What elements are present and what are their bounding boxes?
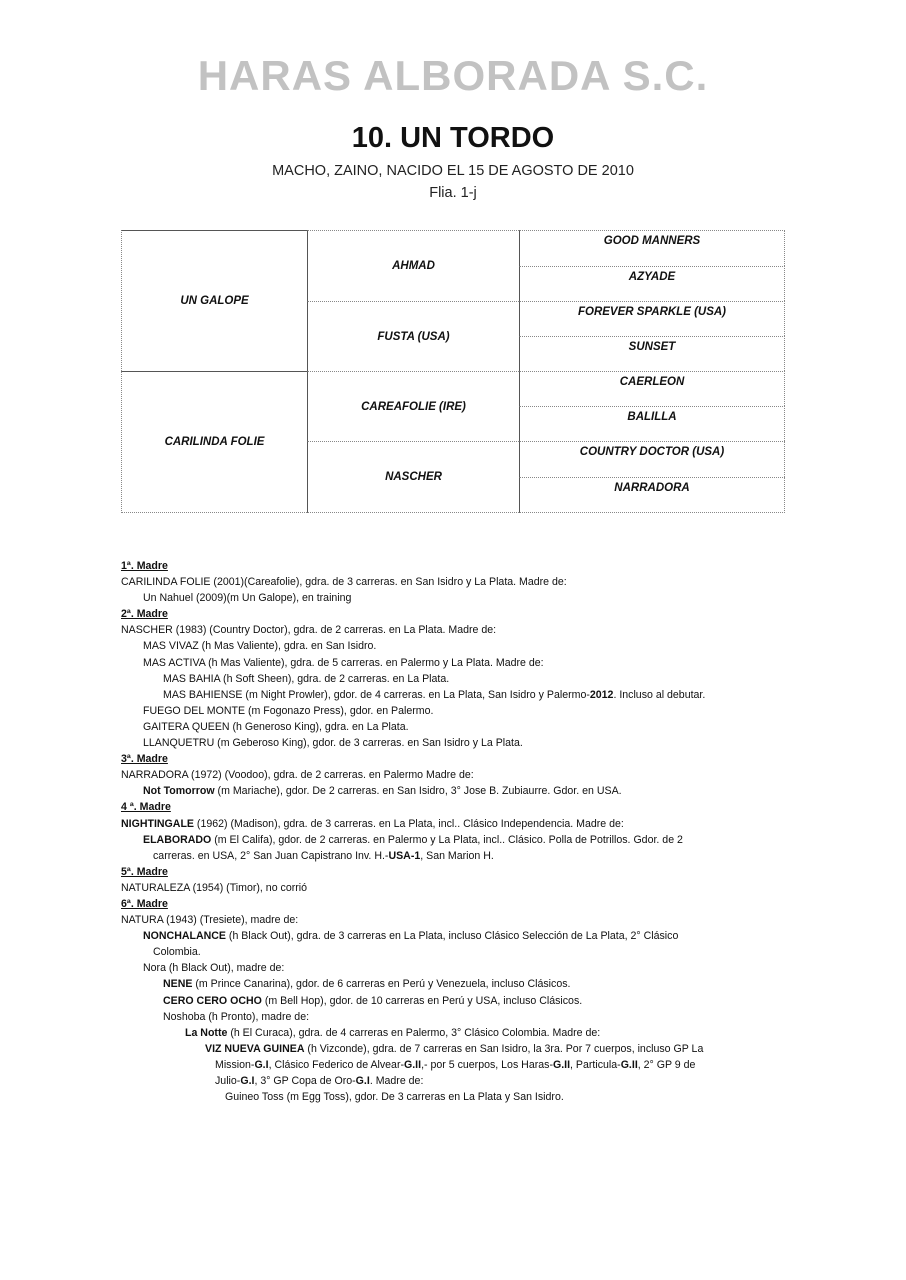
note-line: Colombia. [153,946,201,959]
note-line: VIZ NUEVA GUINEA (h Vizconde), gdra. de 7 carreras en San Isidro, la 3ra. Por 7 cuerpos, incluso GP La [205,1042,704,1055]
section-heading: 2ª. Madre [121,608,168,621]
pedigree-ggp: SUNSET [519,336,785,371]
pedigree-ggp: FOREVER SPARKLE (USA) [519,301,785,336]
note-line: Un Nahuel (2009)(m Un Galope), en training [143,592,352,605]
pedigree-ggp: NARRADORA [519,477,785,513]
note-line: GAITERA QUEEN (h Generoso King), gdra. en La Plata. [143,720,409,733]
pedigree-ggp: COUNTRY DOCTOR (USA) [519,441,785,477]
note-line: MAS BAHIA (h Soft Sheen), gdra. de 2 carreras. en La Plata. [163,672,450,685]
note-line: MAS ACTIVA (h Mas Valiente), gdra. de 5 carreras. en Palermo y La Plata. Madre de: [143,656,544,669]
note-line: NENE (m Prince Canarina), gdor. de 6 carreras en Perú y Venezuela, incluso Clásicos. [163,978,571,991]
dam-line-notes [121,558,781,1105]
section-heading: 5ª. Madre [121,865,168,878]
section-heading: 6ª. Madre [121,897,168,910]
pedigree-sire: UN GALOPE [121,230,307,371]
pedigree-table [121,230,785,513]
note-line: NASCHER (1983) (Country Doctor), gdra. de 2 carreras. en La Plata. Madre de: [121,624,497,637]
horse-description: MACHO, ZAINO, NACIDO EL 15 DE AGOSTO DE 2010 [272,163,634,179]
pedigree-dam: CARILINDA FOLIE [121,371,307,513]
note-line: Nora (h Black Out), madre de: [143,962,285,975]
note-line: FUEGO DEL MONTE (m Fogonazo Press), gdor. en Palermo. [143,704,434,717]
note-line: Julio-G.I, 3° GP Copa de Oro-G.I. Madre de: [215,1075,424,1087]
pedigree-ggp: BALILLA [519,406,785,441]
note-line: Mission-G.I, Clásico Federico de Alvear-G.II,- por 5 cuerpos, Los Haras-G.II, Particula-G.II, 2° GP 9 de [215,1058,696,1071]
section-heading: 1ª. Madre [121,560,168,572]
note-line: NIGHTINGALE (1962) (Madison), gdra. de 3 carreras. en La Plata, incl.. Clásico Independencia. Madre de: [121,817,624,830]
note-line: NATURALEZA (1954) (Timor), no corrió [121,881,308,894]
note-line: MAS VIVAZ (h Mas Valiente), gdra. en San Isidro. [143,640,377,653]
haras-brand-heading: HARAS ALBORADA S.C. [197,52,709,99]
note-line: MAS BAHIENSE (m Night Prowler), gdor. de 4 carreras. en La Plata, San Isidro y Palermo-2012. Incluso al debutar. [163,688,706,701]
note-line: CERO CERO OCHO (m Bell Hop), gdor. de 10 carreras en Perú y USA, incluso Clásicos. [163,994,583,1007]
note-line: NARRADORA (1972) (Voodoo), gdra. de 2 carreras. en Palermo Madre de: [121,769,474,782]
horse-title: 10. UN TORDO [351,122,555,154]
note-line: Guineo Toss (m Egg Toss), gdor. De 3 carreras en La Plata y San Isidro. [225,1091,564,1104]
note-line: CARILINDA FOLIE (2001)(Careafolie), gdra. de 3 carreras. en San Isidro y La Plata. Madre de: [121,576,567,589]
pedigree-dam-dam: NASCHER [307,441,519,513]
pedigree-ggp: GOOD MANNERS [519,230,785,266]
pedigree-sire-sire: AHMAD [307,230,519,301]
note-line: La Notte (h El Curaca), gdra. de 4 carreras en Palermo, 3° Clásico Colombia. Madre de: [185,1026,601,1039]
pedigree-ggp: AZYADE [519,266,785,301]
note-line: NATURA (1943) (Tresiete), madre de: [121,914,299,927]
note-line: carreras. en USA, 2° San Juan Capistrano Inv. H.-USA-1, San Marion H. [153,849,494,862]
pedigree-dam-sire: CAREAFOLIE (IRE) [307,371,519,441]
note-line: LLANQUETRU (m Geberoso King), gdor. de 3 carreras. en San Isidro y La Plata. [143,737,523,750]
section-heading: 3ª. Madre [121,753,168,766]
pedigree-sire-dam: FUSTA (USA) [307,301,519,371]
note-line: Not Tomorrow (m Mariache), gdor. De 2 carreras. en San Isidro, 3° Jose B. Zubiaurre. Gdor. en USA. [143,785,622,798]
note-line: NONCHALANCE (h Black Out), gdra. de 3 carreras en La Plata, incluso Clásico Selección de La Plata, 2° Clásico [143,930,679,943]
family-line: Flia. 1-j [429,185,477,201]
note-line: ELABORADO (m El Califa), gdor. de 2 carreras. en Palermo y La Plata, incl.. Clásico. Polla de Potrillos. Gdor. de 2 [143,833,683,846]
section-heading: 4 ª. Madre [121,801,171,814]
note-line: Noshoba (h Pronto), madre de: [163,1010,310,1023]
pedigree-ggp: CAERLEON [519,371,785,406]
